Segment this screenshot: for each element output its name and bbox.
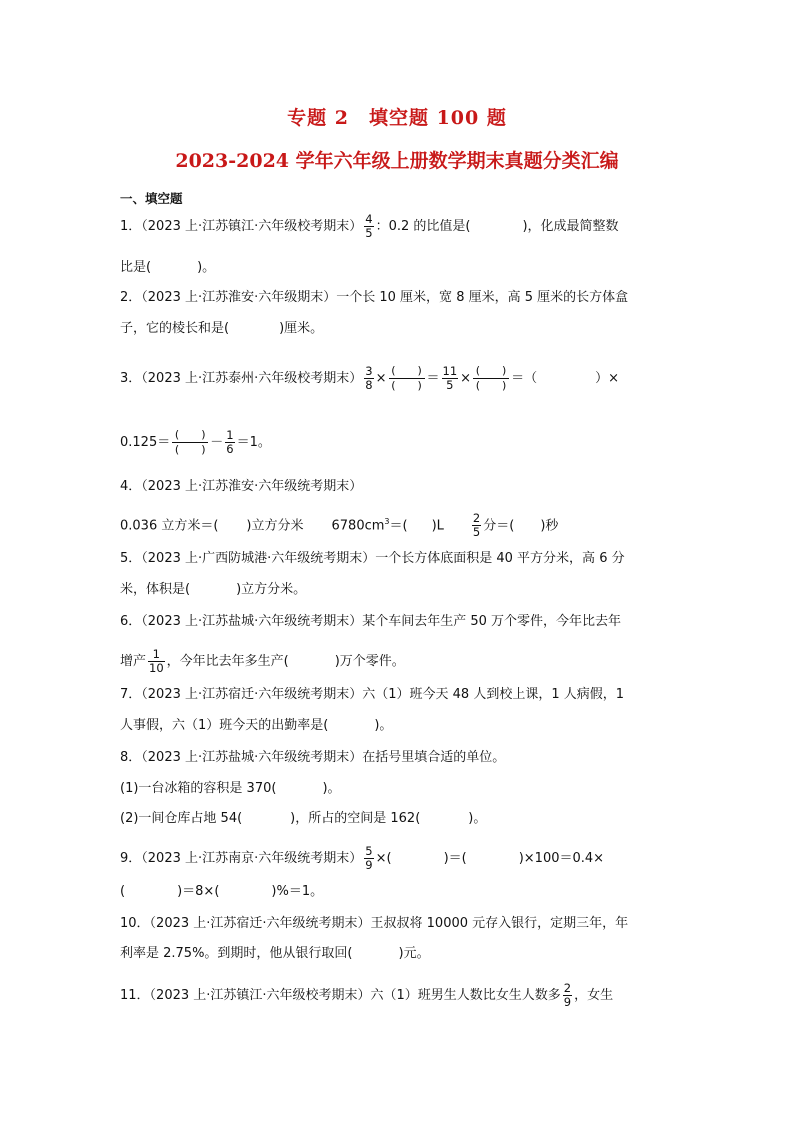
q9-text-4: ( — [120, 884, 126, 899]
q9-text-6: )%＝1。 — [271, 884, 324, 899]
q3-b1-numerator: ( ) — [389, 364, 425, 379]
question-3-line-2 — [120, 428, 271, 457]
q10-text-2: )元。 — [398, 946, 430, 961]
q9-numerator: 5 — [365, 844, 373, 858]
q4-text-1: 0.036 立方米＝( — [120, 518, 219, 534]
q3-blank-fraction-3 — [172, 428, 208, 457]
question-7-line-1: 7．（2023 上·江苏宿迁·六年级统考期末）六（1）班今天 48 人到校上课，1 人病假，1 — [120, 687, 625, 702]
question-5-line-1: 5．（2023 上·广西防城港·六年级统考期末）一个长方体底面积是 40 平方分米，高 6 分 — [120, 551, 625, 566]
q6-numerator: 1 — [148, 648, 165, 662]
q4-fraction — [472, 512, 481, 539]
q1-numerator: 4 — [365, 212, 373, 226]
q3-fraction-3 — [225, 429, 234, 456]
q2-text-2: )厘米。 — [279, 321, 324, 336]
q3-text: 0.125＝ — [120, 435, 171, 450]
q8-text-2: )。 — [322, 781, 341, 796]
q3-b3-denominator: ( ) — [174, 443, 206, 456]
q7-text-2: )。 — [374, 718, 393, 733]
q6-denominator: 10 — [149, 661, 164, 675]
question-1-line-1 — [120, 213, 619, 240]
question-3-line-1 — [120, 364, 619, 393]
q7-text: 人事假，六（1）班今天的出勤率是( — [120, 718, 329, 733]
question-11-line-1 — [120, 982, 613, 1009]
question-6-line-1: 6．（2023 上·江苏盐城·六年级统考期末）某个车间去年生产 50 万个零件，今年比去年 — [120, 614, 622, 629]
question-5-line-2 — [120, 580, 306, 600]
q4-text-3: 6780cm — [331, 518, 385, 534]
q4-text-4: ＝( — [389, 518, 408, 534]
question-1-line-2 — [120, 258, 215, 278]
q8-text-4: )，所占的空间是 162( — [290, 811, 421, 826]
question-4-line-2 — [120, 512, 558, 539]
q11-numerator: 2 — [563, 981, 572, 995]
q8-text-1: (1)一台冰箱的容积是 370( — [120, 781, 277, 796]
q6-text: 增产 — [120, 654, 147, 669]
q3-f2-numerator: 11 — [442, 364, 458, 378]
q3-f3-denominator: 6 — [226, 442, 234, 456]
q1-fraction — [364, 213, 373, 240]
q4-text-6: 分＝( — [483, 518, 515, 534]
q3-blank-fraction-1 — [389, 364, 425, 393]
q3-b2-denominator: ( ) — [475, 379, 507, 392]
q1-text-4: )。 — [197, 260, 216, 275]
q3-f2-denominator: 5 — [446, 378, 454, 392]
q3-end: ＝1。 — [236, 435, 271, 450]
q5-text-2: )立方分米。 — [236, 582, 307, 597]
q1-source: 1．（2023 上·江苏镇江·六年级校考期末） — [120, 219, 363, 234]
q2-text: 子，它的棱长和是( — [120, 321, 230, 336]
q4-text-7: )秒 — [540, 518, 559, 534]
question-10-line-1: 10．（2023 上·江苏宿迁·六年级统考期末）王叔叔将 10000 元存入银行，定期三年，年 — [120, 916, 629, 931]
title-collection: 2023-2024 学年六年级上册数学期末真题分类汇编 — [175, 150, 619, 172]
q9-text-2: )＝( — [443, 851, 467, 866]
question-8-line-1: 8．（2023 上·江苏盐城·六年级统考期末）在括号里填合适的单位。 — [120, 750, 506, 765]
q3-close: ）× — [595, 371, 619, 386]
q9-text-5: )＝8×( — [177, 884, 220, 899]
q9-text-1: ×( — [375, 851, 392, 866]
q3-equals: ＝ — [426, 371, 440, 386]
q3-times: × — [375, 371, 387, 386]
section-heading: 一、填空题 — [120, 191, 183, 206]
q3-b2-numerator: ( ) — [473, 364, 509, 379]
question-2-line-2 — [120, 319, 323, 339]
question-8-line-3 — [120, 809, 486, 829]
title-topic: 专题 2 填空题 100 题 — [287, 107, 507, 129]
q3-f3-numerator: 1 — [226, 428, 234, 442]
q3-f1-denominator: 8 — [365, 378, 373, 392]
question-9-line-2 — [120, 882, 323, 902]
q6-fraction — [148, 648, 165, 675]
q11-text: 11．（2023 上·江苏镇江·六年级校考期末）六（1）班男生人数比女生人数多 — [120, 988, 561, 1003]
q3-minus: － — [210, 435, 224, 450]
q9-text-3: )×100＝0.4× — [518, 851, 605, 866]
q5-text: 米，体积是( — [120, 582, 191, 597]
q3-source: 3．（2023 上·江苏泰州·六年级校考期末） — [120, 371, 363, 386]
q4-text-5: )L — [431, 518, 444, 534]
q3-b3-numerator: ( ) — [172, 428, 208, 443]
q11-denominator: 9 — [563, 995, 572, 1009]
q3-f1-numerator: 3 — [365, 364, 373, 378]
question-2-line-1: 2．（2023 上·江苏淮安·六年级期末）一个长 10 厘米，宽 8 厘米，高 5 厘米的长方体盒 — [120, 290, 629, 305]
q11-text-2: ，女生 — [574, 988, 614, 1003]
q9-denominator: 9 — [365, 858, 373, 872]
q10-text: 利率是 2.75%。到期时，他从银行取回( — [120, 946, 353, 961]
q4-numerator: 2 — [472, 511, 481, 526]
question-6-line-2 — [120, 648, 405, 675]
q4-superscript: 3 — [384, 517, 390, 526]
q3-b1-denominator: ( ) — [391, 379, 422, 392]
q6-text-2: ，今年比去年多生产( — [166, 654, 289, 669]
q9-source: 9．（2023 上·江苏南京·六年级统考期末） — [120, 851, 363, 866]
q4-text-2: )立方分米 — [246, 518, 304, 534]
question-8-line-2 — [120, 779, 341, 799]
q3-equals-2: ＝（ — [511, 371, 538, 386]
question-4-line-1: 4．（2023 上·江苏淮安·六年级统考期末） — [120, 479, 363, 494]
question-7-line-2 — [120, 716, 392, 736]
question-10-line-2 — [120, 944, 430, 964]
q1-denominator: 5 — [365, 226, 373, 240]
q1-text: ：0.2 的比值是( — [375, 219, 471, 234]
q8-text-5: )。 — [468, 811, 487, 826]
q8-text-3: (2)一间仓库占地 54( — [120, 811, 243, 826]
q9-fraction — [364, 845, 373, 872]
question-9-line-1 — [120, 845, 604, 872]
q6-text-3: )万个零件。 — [334, 654, 405, 669]
q3-fraction-1 — [364, 365, 373, 392]
q3-fraction-2 — [442, 365, 459, 392]
q1-text-2: )，化成最简整数 — [522, 219, 619, 234]
q11-fraction — [563, 982, 572, 1009]
q4-denominator: 5 — [472, 525, 481, 540]
q3-blank-fraction-2 — [473, 364, 509, 393]
q3-times-2: × — [460, 371, 472, 386]
q1-text-3: 比是( — [120, 260, 152, 275]
